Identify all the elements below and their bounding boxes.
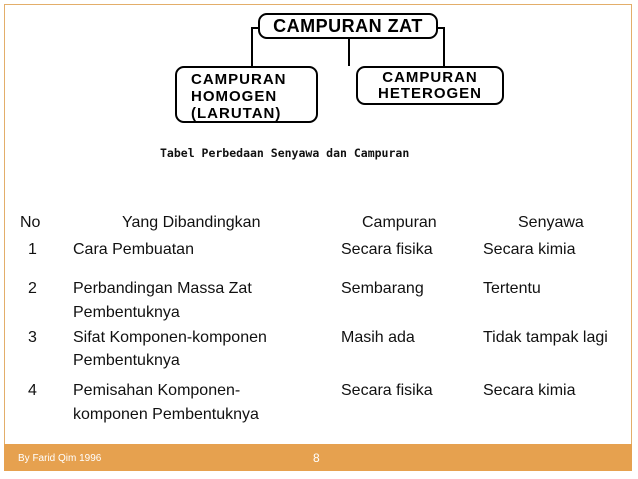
node-homogen-line-3: (LARUTAN) xyxy=(191,105,282,122)
row-4-campuran: Secara fisika xyxy=(341,382,433,399)
row-3-senyawa: Tidak tampak lagi xyxy=(483,329,608,346)
node-campuran-heterogen xyxy=(356,66,504,105)
connector-right-bracket xyxy=(438,28,444,66)
row-1-campuran: Secara fisika xyxy=(341,241,433,258)
node-homogen-line-2: HOMOGEN xyxy=(191,88,278,105)
footer-author: By Farid Qim 1996 xyxy=(18,453,102,464)
row-2-item-line-2: Pembentuknya xyxy=(73,304,180,321)
header-campuran: Campuran xyxy=(362,214,437,231)
row-3-item-line-2: Pembentuknya xyxy=(73,352,180,369)
row-3-no: 3 xyxy=(28,329,37,346)
row-4-no: 4 xyxy=(28,382,37,399)
row-4-item-line-1: Pemisahan Komponen- xyxy=(73,382,241,399)
row-2-item-line-1: Perbandingan Massa Zat xyxy=(73,280,252,297)
header-no: No xyxy=(20,214,41,231)
node-campuran-homogen xyxy=(175,66,318,123)
row-2-campuran: Sembarang xyxy=(341,280,424,297)
row-4-senyawa: Secara kimia xyxy=(483,382,576,399)
row-1-senyawa: Secara kimia xyxy=(483,241,576,258)
node-heterogen-line-2: HETEROGEN xyxy=(377,84,482,102)
row-3-campuran: Masih ada xyxy=(341,329,415,346)
node-campuran-zat xyxy=(258,13,438,39)
table-caption: Tabel Perbedaan Senyawa dan Campuran xyxy=(160,146,410,160)
header-senyawa: Senyawa xyxy=(518,214,584,231)
node-heterogen-line-1: CAMPURAN xyxy=(382,68,478,86)
header-yang-dibandingkan: Yang Dibandingkan xyxy=(122,214,261,231)
row-2-no: 2 xyxy=(28,280,37,297)
connector-left-bracket xyxy=(252,28,258,66)
node-homogen-line-1: CAMPURAN xyxy=(191,71,287,88)
row-3-item-line-1: Sifat Komponen-komponen xyxy=(73,329,267,346)
row-1-no: 1 xyxy=(28,241,37,258)
row-1-item: Cara Pembuatan xyxy=(73,241,194,258)
row-4-item-line-2: komponen Pembentuknya xyxy=(73,406,259,423)
row-2-senyawa: Tertentu xyxy=(483,280,541,297)
page-number: 8 xyxy=(313,451,320,465)
node-campuran-zat-label: CAMPURAN ZAT xyxy=(273,16,423,36)
